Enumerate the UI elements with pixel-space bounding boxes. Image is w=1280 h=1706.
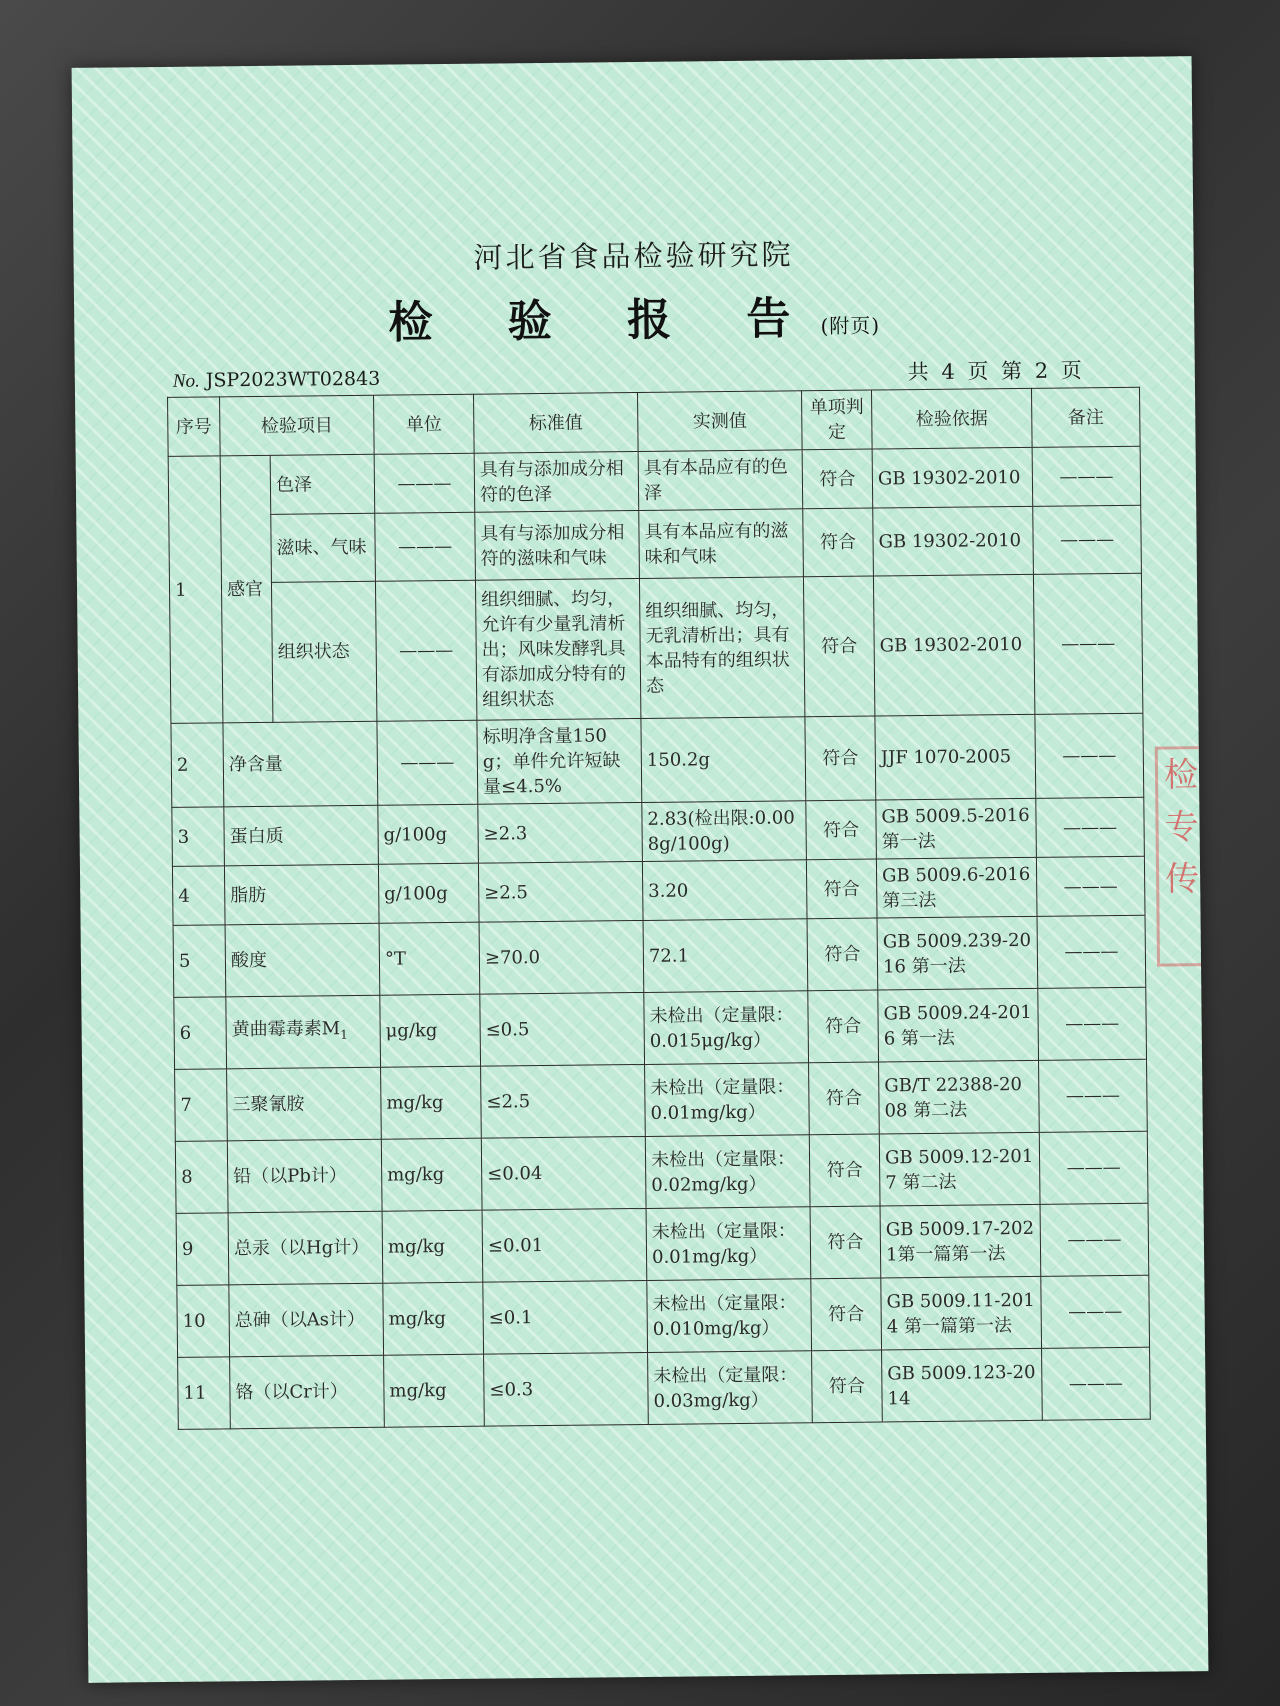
stamp-char: 检 — [1163, 755, 1199, 796]
cell-measured: 未检出（定量限：0.01mg/kg） — [645, 1063, 810, 1137]
cell-item: 铬（以Cr计） — [230, 1355, 385, 1429]
cell-measured: 未检出（定量限：0.010mg/kg） — [647, 1279, 812, 1353]
cell-measured: 72.1 — [643, 919, 808, 993]
cell-remark: ——— — [1035, 713, 1144, 798]
cell-standard: ≥2.3 — [478, 802, 643, 863]
page-info: 共 4 页 第 2 页 — [907, 358, 1085, 385]
cell-no: 5 — [173, 925, 226, 998]
cell-basis: JJF 1070-2005 — [875, 714, 1036, 800]
cell-unit: mg/kg — [381, 1138, 482, 1211]
cell-measured: 未检出（定量限：0.015μg/kg） — [644, 991, 809, 1065]
cell-unit: mg/kg — [381, 1066, 482, 1139]
stamp-char: 传 — [1164, 859, 1200, 900]
cell-verdict: 符合 — [802, 449, 873, 509]
cell-item: 色泽 — [270, 454, 375, 514]
report-title-note: (附页) — [820, 313, 881, 339]
col-header: 单位 — [374, 394, 475, 454]
table-row — [176, 1203, 1149, 1285]
cell-verdict: 符合 — [811, 1278, 882, 1351]
cell-no: 3 — [172, 807, 225, 867]
cell-basis: GB 5009.239-2016 第一法 — [877, 916, 1038, 990]
cell-basis: GB 5009.12-2017 第二法 — [879, 1132, 1040, 1206]
report-title-main: 检 验 报 告 — [388, 293, 821, 349]
table-row — [172, 856, 1145, 925]
cell-verdict: 符合 — [803, 508, 874, 577]
report-page — [72, 56, 1209, 1683]
cell-unit: μg/kg — [380, 994, 481, 1067]
cell-unit: mg/kg — [383, 1282, 484, 1355]
cell-item — [226, 995, 381, 1069]
header-row — [168, 387, 1141, 456]
cell-item-subscript: 1 — [340, 1027, 348, 1042]
cell-measured: 组织细腻、均匀，无乳清析出；具有本品特有的组织状态 — [639, 577, 804, 719]
cell-basis: GB 5009.24-2016 第一法 — [878, 988, 1039, 1062]
cell-verdict: 符合 — [808, 990, 879, 1063]
cell-unit: mg/kg — [384, 1354, 485, 1427]
cell-no: 4 — [172, 866, 225, 926]
cell-verdict: 符合 — [812, 1350, 883, 1423]
col-header: 实测值 — [638, 391, 803, 452]
cell-no: 8 — [175, 1141, 228, 1214]
cell-item: 总汞（以Hg计） — [228, 1211, 383, 1285]
cell-item: 脂肪 — [224, 864, 379, 925]
cell-no: 2 — [171, 723, 224, 808]
table-row — [172, 797, 1145, 866]
table-row — [168, 446, 1141, 515]
cell-standard: ≥2.5 — [478, 861, 643, 922]
cell-no: 7 — [175, 1069, 228, 1142]
cell-verdict: 符合 — [809, 1134, 880, 1207]
cell-standard: ≤0.3 — [484, 1352, 649, 1426]
cell-measured: 具有本品应有的色泽 — [638, 450, 803, 511]
cell-verdict: 符合 — [806, 800, 877, 860]
table-row — [169, 573, 1142, 723]
cell-category: 感官 — [220, 455, 273, 723]
cell-verdict: 符合 — [806, 859, 877, 919]
table-row — [174, 987, 1147, 1069]
cell-measured: 150.2g — [641, 717, 806, 803]
cell-basis: GB 5009.5-2016 第一法 — [876, 798, 1037, 859]
cell-verdict: 符合 — [809, 1062, 880, 1135]
cell-standard: ≤0.1 — [483, 1280, 648, 1354]
stamp-char: 专 — [1164, 807, 1199, 848]
cell-remark: ——— — [1032, 446, 1141, 506]
table-row — [175, 1059, 1148, 1141]
cell-remark: ——— — [1039, 1059, 1148, 1132]
table-row — [175, 1131, 1148, 1213]
cell-remark: ——— — [1038, 987, 1147, 1060]
cell-measured: 3.20 — [642, 860, 807, 921]
cell-basis: GB/T 22388-2008 第二法 — [879, 1060, 1040, 1134]
cell-verdict: 符合 — [810, 1206, 881, 1279]
cell-basis: GB 19302-2010 — [873, 506, 1034, 576]
report-number — [173, 368, 381, 393]
table-row — [173, 915, 1146, 997]
report-number-value: JSP2023WT02843 — [205, 367, 381, 392]
cell-no: 9 — [176, 1213, 229, 1286]
cell-standard: ≥70.0 — [479, 920, 644, 994]
cell-basis: GB 19302-2010 — [873, 574, 1034, 716]
col-header: 标准值 — [474, 392, 639, 453]
cell-item: 净含量 — [223, 721, 378, 807]
cell-remark: ——— — [1041, 1275, 1150, 1348]
cell-basis: GB 5009.11-2014 第一篇第一法 — [881, 1276, 1042, 1350]
cell-basis: GB 5009.17-2021第一篇第一法 — [880, 1204, 1041, 1278]
cell-remark: ——— — [1040, 1203, 1149, 1276]
cell-verdict: 符合 — [805, 716, 876, 801]
cell-remark: ——— — [1042, 1347, 1151, 1420]
cell-unit: ——— — [375, 512, 476, 581]
cell-measured: 未检出（定量限：0.01mg/kg） — [646, 1207, 811, 1281]
table-row — [178, 1347, 1151, 1429]
cell-item: 总砷（以As计） — [229, 1283, 384, 1357]
table-row — [171, 713, 1144, 807]
cell-remark: ——— — [1033, 505, 1142, 574]
cell-standard: 具有与添加成分相符的色泽 — [474, 451, 639, 512]
results-table — [167, 387, 1151, 1430]
col-header: 检验依据 — [871, 388, 1032, 449]
cell-unit: °T — [379, 922, 480, 995]
cell-standard: 标明净含量150g；单件允许短缺量≤4.5% — [477, 718, 642, 804]
table-row — [177, 1275, 1150, 1357]
cell-remark: ——— — [1036, 797, 1145, 857]
cell-standard: ≤0.04 — [481, 1136, 646, 1210]
red-stamp — [1155, 746, 1201, 966]
cell-unit: g/100g — [378, 863, 479, 923]
cell-measured: 2.83(检出限:0.008g/100g) — [642, 801, 807, 862]
cell-item: 蛋白质 — [224, 805, 379, 866]
report-title — [74, 278, 1195, 354]
col-header: 检验项目 — [220, 395, 375, 456]
cell-remark: ——— — [1037, 915, 1146, 988]
col-header: 单项判定 — [801, 390, 872, 450]
cell-basis: GB 5009.123-2014 — [882, 1348, 1043, 1422]
cell-measured: 未检出（定量限：0.02mg/kg） — [645, 1135, 810, 1209]
report-number-label: No. — [172, 370, 200, 392]
cell-item: 组织状态 — [271, 581, 376, 722]
cell-measured: 具有本品应有的滋味和气味 — [639, 509, 804, 579]
cell-no: 6 — [174, 997, 227, 1070]
cell-standard: ≤2.5 — [481, 1064, 646, 1138]
col-header: 备注 — [1031, 387, 1140, 447]
cell-verdict: 符合 — [807, 918, 878, 991]
cell-unit: ——— — [374, 453, 475, 513]
cell-item-text: 黄曲霉毒素M — [231, 1017, 341, 1040]
col-header: 序号 — [168, 397, 221, 457]
cell-remark: ——— — [1033, 573, 1142, 714]
cell-item: 铅（以Pb计） — [227, 1139, 382, 1213]
cell-item: 酸度 — [225, 923, 380, 997]
cell-unit: g/100g — [378, 804, 479, 864]
institution-name: 河北省食品检验研究院 — [473, 237, 794, 275]
cell-item: 三聚氰胺 — [227, 1067, 382, 1141]
cell-unit: ——— — [375, 580, 476, 721]
cell-remark: ——— — [1036, 856, 1145, 916]
cell-no: 11 — [178, 1357, 231, 1430]
cell-standard: ≤0.01 — [482, 1208, 647, 1282]
cell-measured: 未检出（定量限：0.03mg/kg） — [648, 1351, 813, 1425]
cell-item: 滋味、气味 — [271, 513, 376, 582]
cell-unit: ——— — [377, 720, 478, 805]
cell-standard: 组织细腻、均匀，允许有少量乳清析出；风味发酵乳具有添加成分特有的组织状态 — [475, 578, 640, 720]
cell-no: 1 — [168, 456, 223, 724]
cell-basis: GB 5009.6-2016 第三法 — [876, 857, 1037, 918]
cell-standard: 具有与添加成分相符的滋味和气味 — [475, 510, 640, 580]
table-row — [169, 505, 1142, 583]
cell-verdict: 符合 — [803, 576, 874, 717]
cell-unit: mg/kg — [382, 1210, 483, 1283]
cell-remark: ——— — [1039, 1131, 1148, 1204]
cell-no: 10 — [177, 1285, 230, 1358]
cell-basis: GB 19302-2010 — [872, 447, 1033, 508]
cell-standard: ≤0.5 — [480, 992, 645, 1066]
